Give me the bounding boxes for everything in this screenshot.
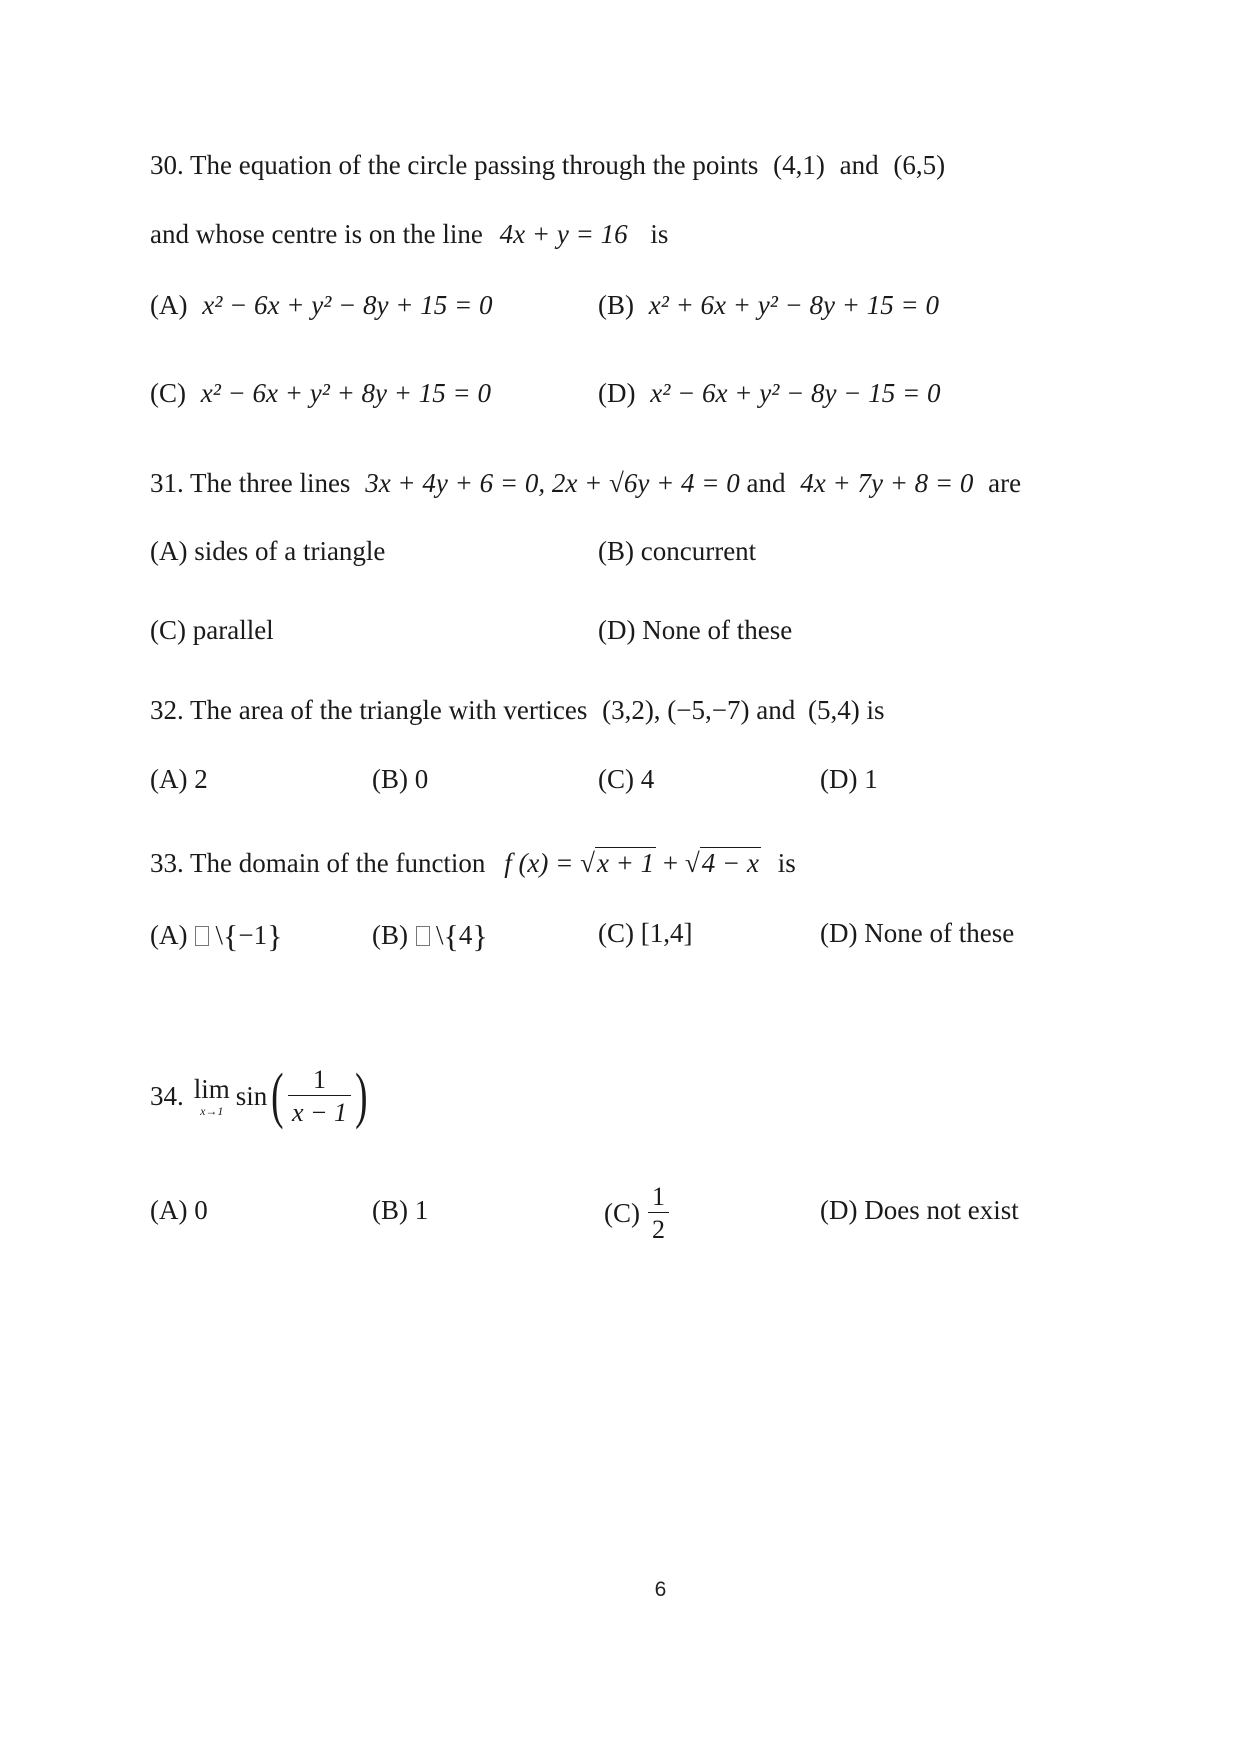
q30-point1: (4,1) <box>773 150 825 180</box>
q34-line <box>150 1062 372 1131</box>
option-text: x² − 6x + y² − 8y + 15 = 0 <box>202 290 493 320</box>
page-number: 6 <box>654 1578 667 1601</box>
q34-number: 34. <box>150 1080 184 1111</box>
option-c-denominator: 2 <box>648 1212 669 1245</box>
q30-line1 <box>150 152 945 179</box>
q32-option-b: (B) 0 <box>372 764 429 794</box>
q31-line <box>150 470 1021 497</box>
missing-glyph-icon <box>416 926 430 946</box>
q33-is: is <box>777 848 796 878</box>
q33-function-label: f (x) = <box>504 848 574 878</box>
q34-sin: sin <box>235 1080 268 1111</box>
q30-text: 30. The equation of the circle passing through the points <box>150 150 759 180</box>
q30-is: is <box>650 219 669 249</box>
q30-and: and <box>839 150 879 180</box>
q34-lim: lim <box>193 1073 230 1104</box>
q32-vertices: (3,2), (−5,−7) <box>602 695 750 725</box>
q30-text2: and whose centre is on the line <box>150 219 483 249</box>
q33-plus: + <box>662 848 679 878</box>
q31-equations: 3x + 4y + 6 = 0, 2x + √6y + 4 = 0 <box>365 468 740 498</box>
q31-option-d: (D) None of these <box>598 615 793 645</box>
option-label: (A) <box>150 290 188 320</box>
q31-are: are <box>988 468 1022 498</box>
q31-option-a: (A) sides of a triangle <box>150 536 386 566</box>
option-label: (A) <box>150 920 188 950</box>
q32-vertex3: (5,4) <box>807 695 860 725</box>
option-text: x² + 6x + y² − 8y + 15 = 0 <box>648 290 939 320</box>
q30-line-equation: 4x + y = 16 <box>499 219 628 249</box>
q31-equation3: 4x + 7y + 8 = 0 <box>800 468 974 498</box>
q32-is: is <box>866 695 885 725</box>
q32-option-d: (D) 1 <box>820 764 878 794</box>
q30-option-c <box>150 380 491 407</box>
q32-and: and <box>756 695 796 725</box>
option-c-numerator: 1 <box>652 1182 665 1211</box>
q33-option-a: (A) \{−1} <box>150 918 283 954</box>
q33-text: 33. The domain of the function <box>150 848 486 878</box>
q31-text: 31. The three lines <box>150 468 351 498</box>
q34-option-d: (D) Does not exist <box>820 1195 1019 1225</box>
q33-sqrt1-body: x + 1 <box>596 848 655 878</box>
q33-option-d: (D) None of these <box>820 918 1015 948</box>
right-paren-icon: ) <box>355 1062 368 1131</box>
option-label: (D) <box>598 378 636 408</box>
q33-option-b: (B) \{4} <box>372 918 488 954</box>
q31-option-c: (C) parallel <box>150 615 274 645</box>
q34-fraction <box>288 1065 351 1128</box>
option-text: x² − 6x + y² + 8y + 15 = 0 <box>200 378 491 408</box>
q32-text: 32. The area of the triangle with vertices <box>150 695 588 725</box>
q30-point2: (6,5) <box>893 150 946 180</box>
q34-option-c <box>604 1182 669 1245</box>
option-label: (C) <box>604 1197 640 1228</box>
q31-and: and <box>746 468 786 498</box>
q34-denominator: x − 1 <box>288 1095 351 1128</box>
option-text: x² − 6x + y² − 8y − 15 = 0 <box>650 378 941 408</box>
q34-option-c-fraction <box>648 1182 669 1245</box>
left-paren-icon: ( <box>271 1062 284 1131</box>
q32-option-a: (A) 2 <box>150 764 208 794</box>
q33-sqrt2: √4 − x <box>684 848 759 878</box>
option-label: (B) <box>372 920 408 950</box>
q34-lim-subscript: x→1 <box>200 1103 224 1118</box>
q33-option-c: (C) [1,4] <box>598 918 693 948</box>
q33-sqrt2-body: 4 − x <box>701 848 759 878</box>
q30-option-d <box>598 380 940 407</box>
option-set-value: −1 <box>238 920 268 950</box>
q30-option-a <box>150 292 492 319</box>
option-label: (B) <box>598 290 634 320</box>
q34-limit <box>193 1073 230 1118</box>
q34-numerator: 1 <box>312 1065 326 1094</box>
option-set-value: 4 <box>458 920 473 950</box>
q33-sqrt1: √x + 1 <box>580 848 655 878</box>
q34-option-b: (B) 1 <box>372 1195 429 1225</box>
q30-option-b <box>598 292 939 319</box>
q34-option-a: (A) 0 <box>150 1195 208 1225</box>
q33-line <box>150 850 796 877</box>
q31-option-b: (B) concurrent <box>598 536 757 566</box>
q30-line2 <box>150 221 668 248</box>
missing-glyph-icon <box>195 926 209 946</box>
option-label: (C) <box>150 378 186 408</box>
q32-line <box>150 697 884 724</box>
q32-option-c: (C) 4 <box>598 764 655 794</box>
